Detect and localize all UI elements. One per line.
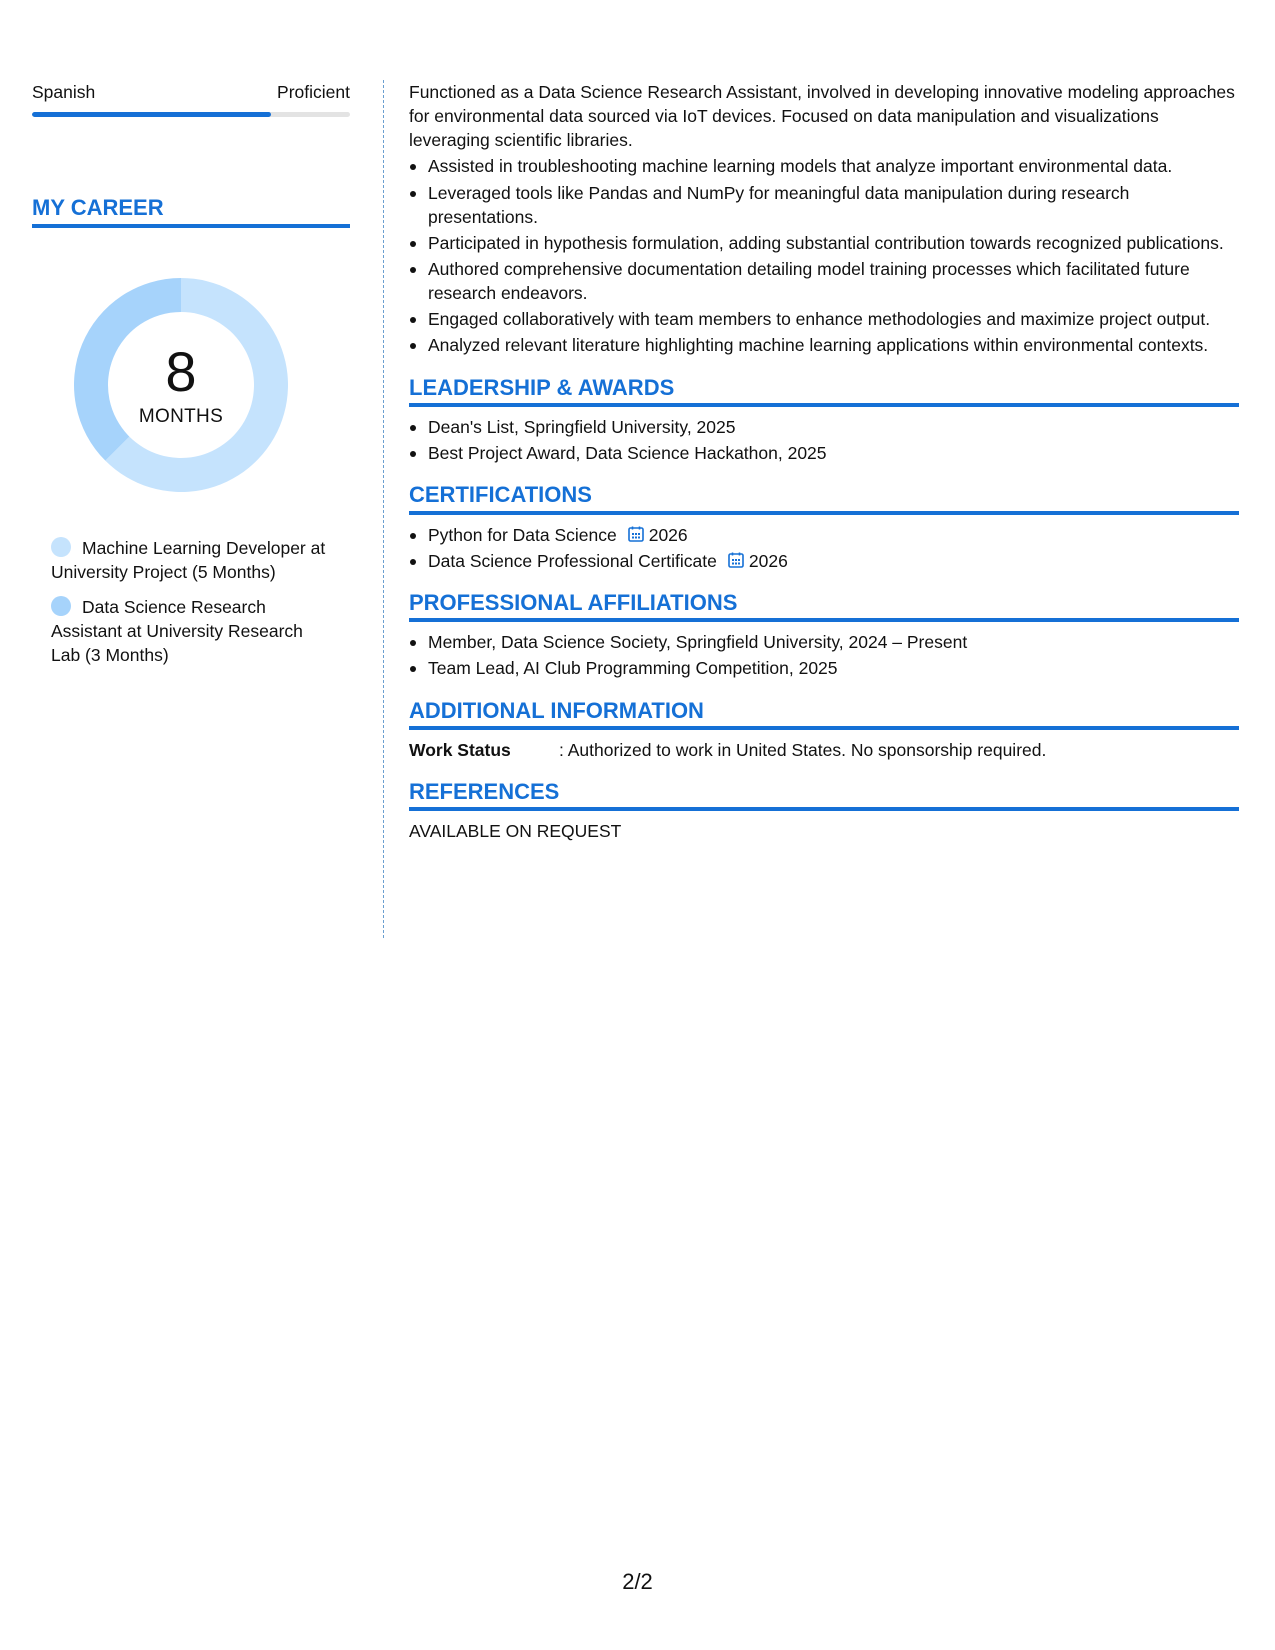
leadership-item: Best Project Award, Data Science Hackathon, 2025 (409, 441, 1239, 465)
certification-name: Python for Data Science (428, 524, 617, 545)
experience-bullets (409, 154, 1239, 357)
legend-dot-icon (51, 537, 71, 557)
experience-bullet: Assisted in troubleshooting machine learning models that analyze important environmental data. (409, 154, 1239, 178)
career-total-months: 8 (165, 339, 197, 403)
right-column (409, 80, 1239, 844)
experience-bullet: Authored comprehensive documentation detailing model training processes which facilitated future research endeavors. (409, 257, 1239, 305)
affiliations-list (409, 630, 1239, 680)
experience-summary: Functioned as a Data Science Research Assistant, involved in developing innovative modeling approaches for environmental data sourced via IoT devices. Focused on data manipulation and visualizations leveraging scientific libraries. (409, 82, 1235, 151)
experience-bullet: Engaged collaboratively with team members to enhance methodologies and maximize project output. (409, 307, 1239, 331)
legend-label: Machine Learning Developer at University Project (5 Months) (51, 537, 326, 582)
legend-dot-icon (51, 596, 71, 616)
affiliation-item: Team Lead, AI Club Programming Competition, 2025 (409, 656, 1239, 680)
donut-center-label (66, 339, 296, 430)
career-legend (51, 536, 336, 668)
experience-bullet: Leveraged tools like Pandas and NumPy for meaningful data manipulation during research presentations. (409, 181, 1239, 229)
affiliations-heading: PROFESSIONAL AFFILIATIONS (409, 590, 1239, 622)
references-heading: REFERENCES (409, 779, 1239, 811)
career-total-unit: MONTHS (138, 405, 224, 427)
left-column (32, 80, 350, 678)
work-status-label: Work Status (409, 739, 511, 760)
additional-info-heading: ADDITIONAL INFORMATION (409, 698, 1239, 730)
language-level: Proficient (277, 82, 350, 102)
career-donut-chart (66, 270, 296, 500)
work-status-row (409, 738, 1239, 762)
work-status-value: : Authorized to work in United States. No sponsorship required. (559, 739, 1047, 760)
legend-label: Data Science Research Assistant at University Research Lab (3 Months) (51, 596, 303, 666)
certifications-heading: CERTIFICATIONS (409, 482, 1239, 514)
certification-item (409, 549, 1239, 573)
certification-item (409, 523, 1239, 547)
experience-bullet: Participated in hypothesis formulation, adding substantial contribution towards recognized publications. (409, 231, 1239, 255)
certification-year: 2026 (648, 524, 688, 545)
experience-bullet: Analyzed relevant literature highlighting machine learning applications within environmental contexts. (409, 333, 1239, 357)
references-text: AVAILABLE ON REQUEST (409, 821, 622, 842)
career-heading: MY CAREER (32, 195, 350, 227)
page-number: 2/2 (622, 1569, 653, 1594)
language-row (32, 80, 350, 104)
calendar-icon (627, 525, 645, 543)
calendar-icon (727, 551, 745, 569)
affiliation-item: Member, Data Science Society, Springfield University, 2024 – Present (409, 630, 1239, 654)
leadership-item: Dean's List, Springfield University, 2025 (409, 415, 1239, 439)
legend-item (51, 536, 336, 584)
language-proficiency-fill (32, 112, 271, 117)
language-proficiency-bar (32, 112, 350, 117)
certification-name: Data Science Professional Certificate (428, 550, 717, 571)
certifications-list (409, 523, 1239, 573)
language-name: Spanish (32, 82, 96, 102)
leadership-list (409, 415, 1239, 465)
column-divider (383, 80, 384, 938)
certification-year: 2026 (748, 550, 788, 571)
leadership-heading: LEADERSHIP & AWARDS (409, 375, 1239, 407)
legend-item (51, 595, 336, 667)
